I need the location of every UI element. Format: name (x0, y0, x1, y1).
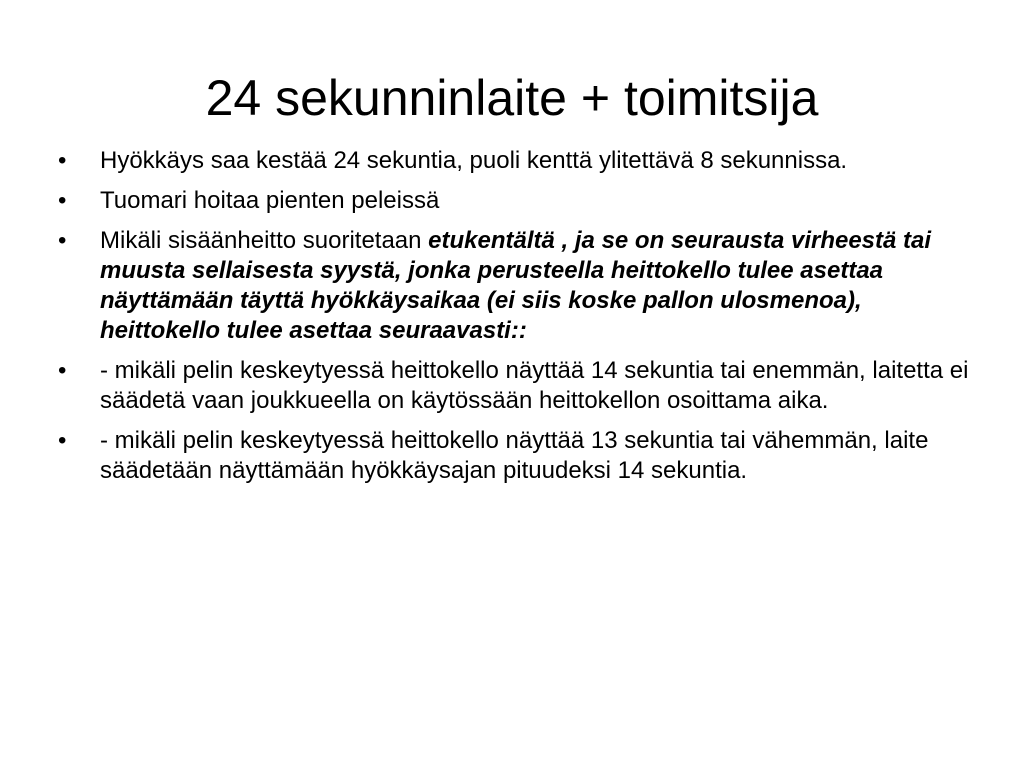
bullet-text: Hyökkäys saa kestää 24 sekuntia, puoli kenttä ylitettävä 8 sekunnissa. (100, 147, 848, 174)
bullet-text: - mikäli pelin keskeytyessä heittokello näyttää 14 sekuntia tai enemmän, laitetta ei säädetä vaan joukkueella on käytössään heittokellon osoittama aika. (100, 357, 969, 414)
bullet-list (58, 146, 978, 496)
bullet-emphasis-text: etukentältä , ja se on seurausta virheestä tai muusta sellaisesta syystä, jonka perusteella heittokello tulee asettaa näyttämään täyttä hyökkäysaikaa (ei siis koske pallon ulosmenoa), heittokello tulee asettaa seuraavasti:: (100, 227, 932, 344)
bullet-text: Mikäli sisäänheitto suoritetaan (100, 227, 429, 254)
bullet-item-13-or-less (58, 426, 978, 486)
bullet-item-referee (58, 186, 978, 216)
bullet-item-14-or-more (58, 356, 978, 416)
slide-title: 24 sekunninlaite + toimitsija (205, 70, 819, 126)
bullet-item-throw-in (58, 226, 978, 346)
bullet-item-attack-time (58, 146, 978, 176)
bullet-text: Tuomari hoitaa pienten peleissä (100, 187, 440, 214)
bullet-text: - mikäli pelin keskeytyessä heittokello näyttää 13 sekuntia tai vähemmän, laite säädetään näyttämään hyökkäysajan pituudeksi 14 sekuntia. (100, 427, 929, 484)
